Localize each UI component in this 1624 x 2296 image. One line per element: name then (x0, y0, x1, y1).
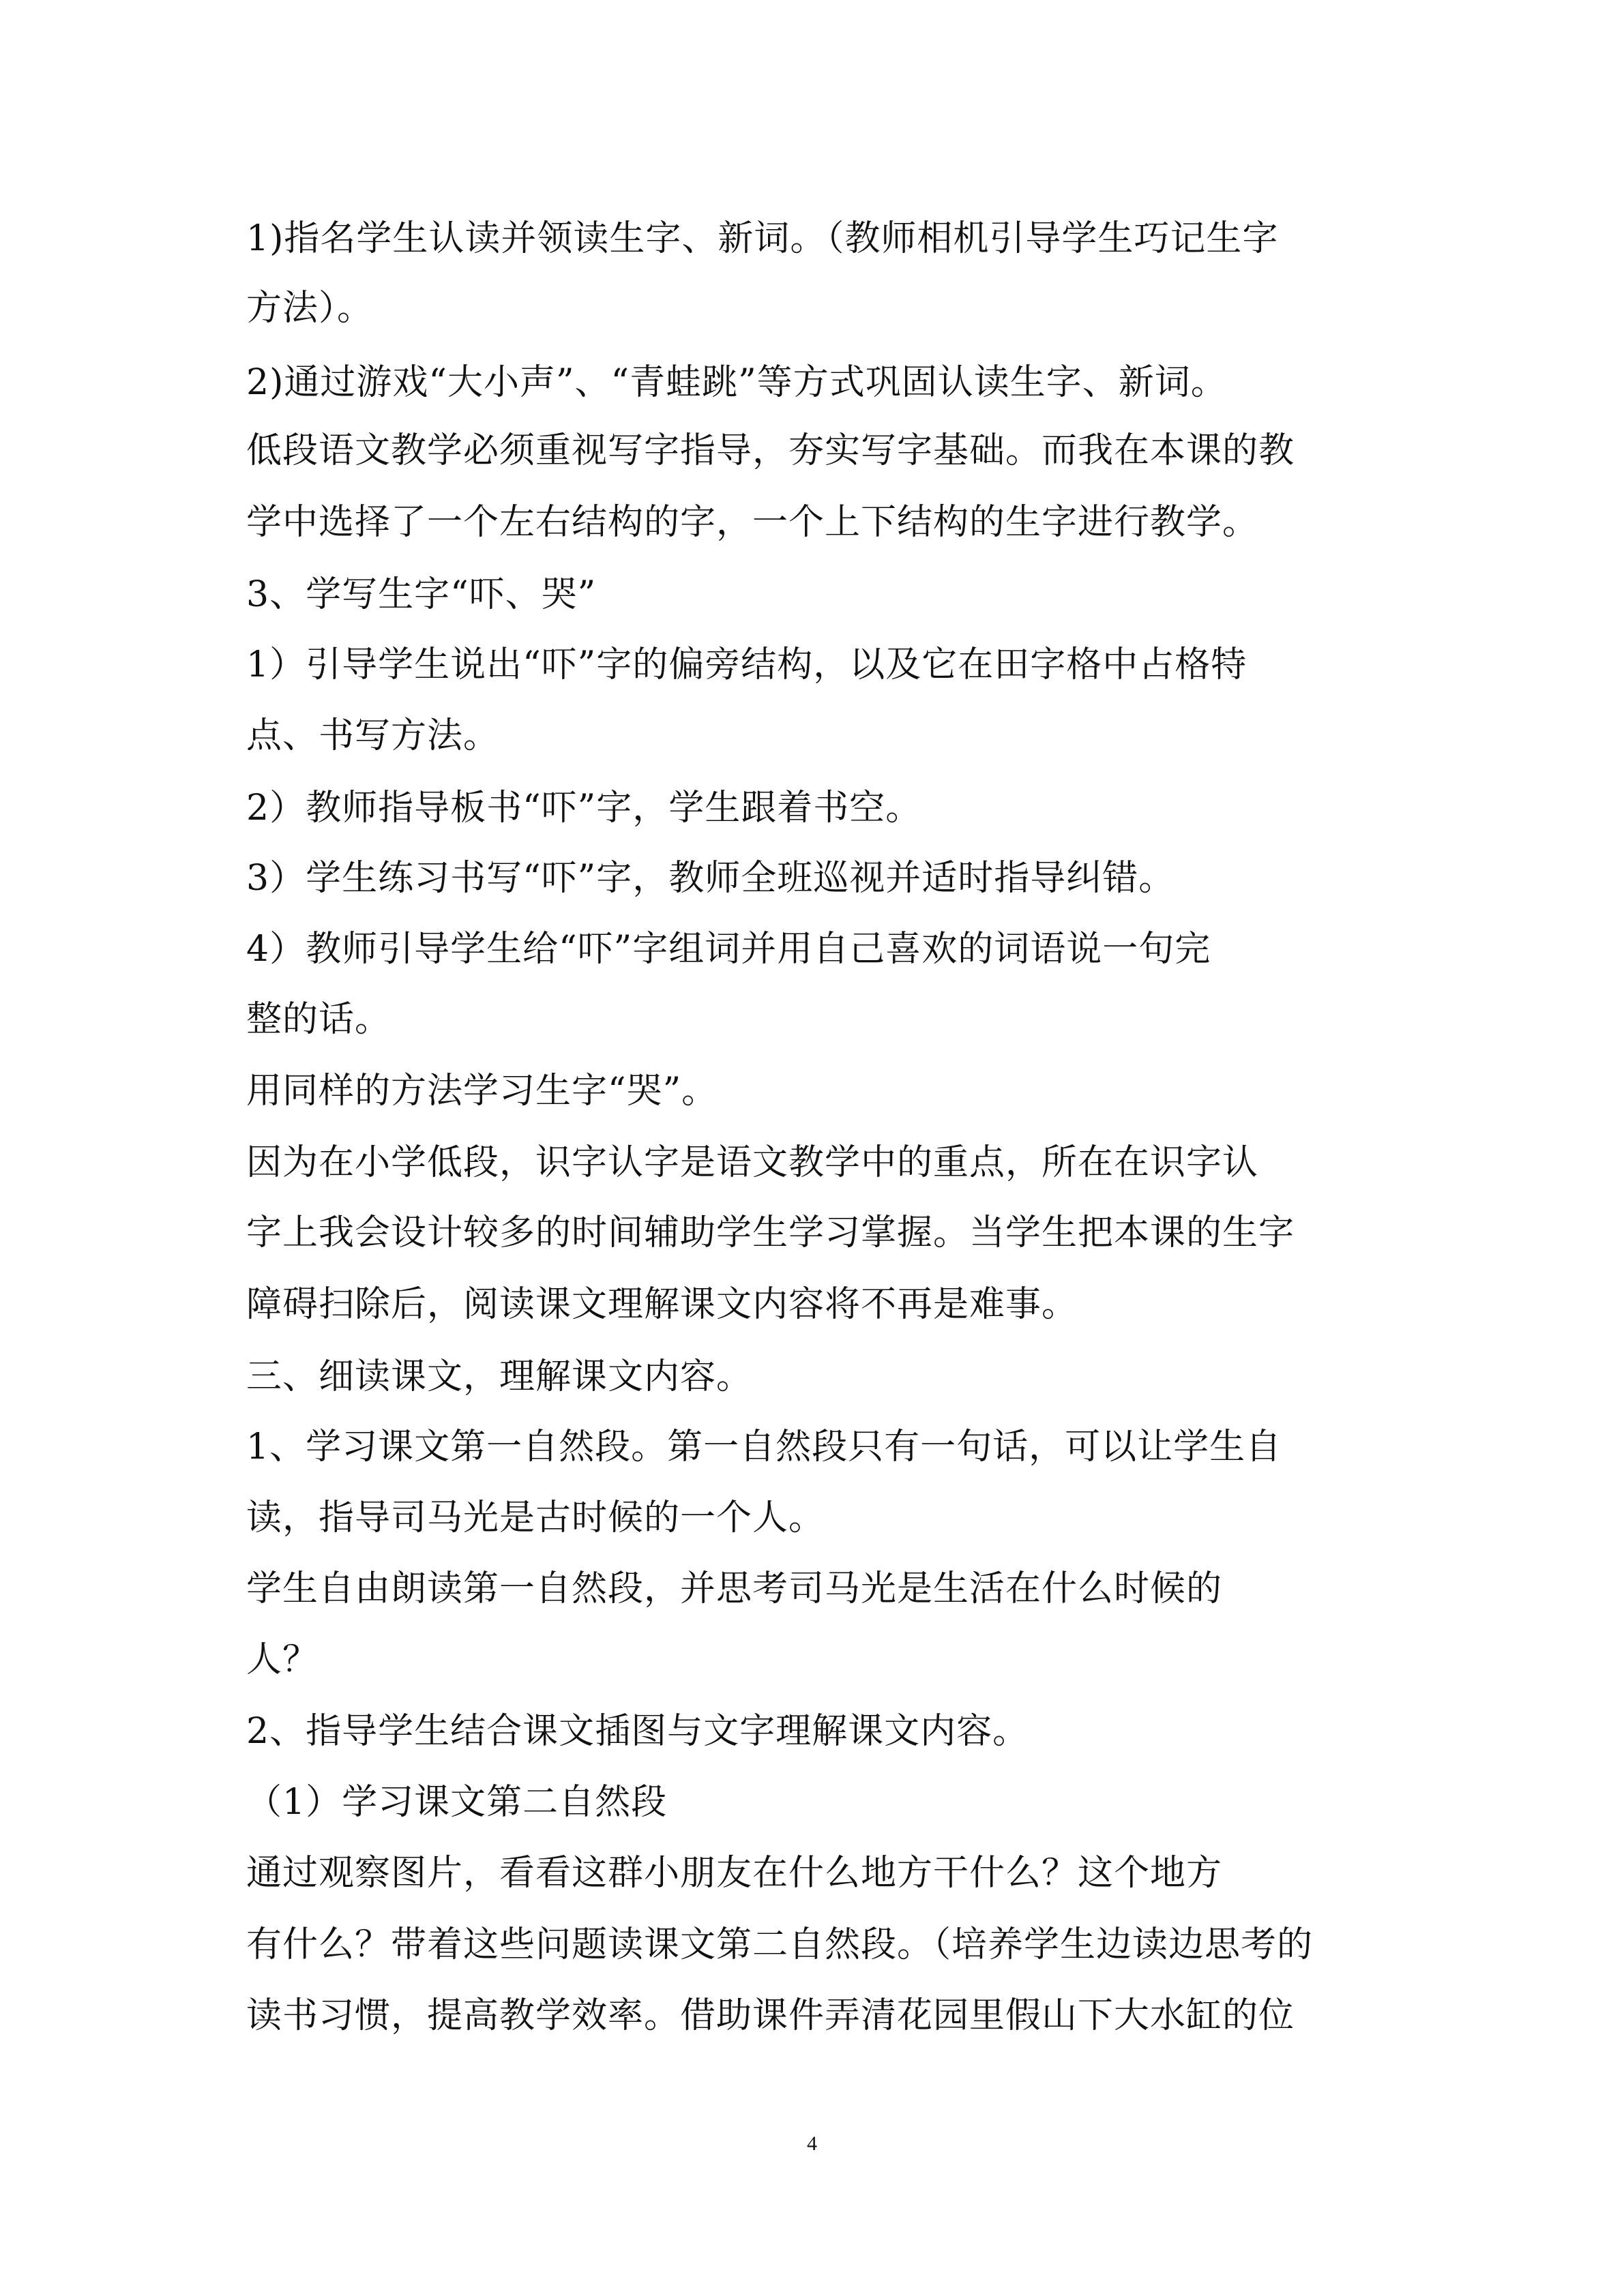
text-line: 人？ (246, 1639, 319, 1680)
text-line: 障碍扫除后，阅读课文理解课文内容将不再是难事。 (246, 1284, 1078, 1325)
text-line: 1）引导学生说出“吓”字的偏旁结构，以及它在田字格中占格特 (246, 644, 1247, 685)
section-heading: 三、细读课文，理解课文内容。 (246, 1356, 753, 1397)
text-line: 通过观察图片，看看这群小朋友在什么地方干什么？这个地方 (246, 1853, 1223, 1894)
page-number: 4 (807, 2132, 817, 2155)
text-line: 有什么？带着这些问题读课文第二自然段。（培养学生边读边思考的 (246, 1924, 1314, 1965)
text-line: 2)通过游戏“大小声”、“青蛙跳”等方式巩固认读生字、新词。 (246, 362, 1227, 403)
text-line: 读书习惯，提高教学效率。借助课件弄清花园里假山下大水缸的位 (246, 1995, 1295, 2036)
text-line: 学生自由朗读第一自然段，并思考司马光是生活在什么时候的 (246, 1568, 1223, 1609)
text-line: 读，指导司马光是古时候的一个人。 (246, 1497, 825, 1538)
text-line: 学中选择了一个左右结构的字，一个上下结构的生字进行教学。 (246, 502, 1259, 543)
text-line: 1、学习课文第一自然段。第一自然段只有一句话，可以让学生自 (246, 1427, 1282, 1467)
text-line: 字上我会设计较多的时间辅助学生学习掌握。当学生把本课的生字 (246, 1212, 1295, 1253)
text-line: 4）教师引导学生给“吓”字组词并用自己喜欢的词语说一句完 (246, 929, 1211, 970)
text-line: 整的话。 (246, 999, 392, 1040)
text-line: 方法）。 (246, 288, 374, 329)
text-line: 1)指名学生认读并领读生字、新词。（教师相机引导学生巧记生字 (246, 218, 1279, 259)
text-line: （1）学习课文第二自然段 (246, 1782, 668, 1823)
text-line: 点、书写方法。 (246, 715, 500, 756)
text-line: 低段语文教学必须重视写字指导，夯实写字基础。而我在本课的教 (246, 430, 1295, 471)
section-heading: 3、学写生字“吓、哭” (246, 574, 597, 615)
text-line: 用同样的方法学习生字“哭”。 (246, 1071, 718, 1112)
text-line: 2、指导学生结合课文插图与文字理解课文内容。 (246, 1711, 1029, 1752)
text-line: 3）学生练习书写“吓”字，教师全班巡视并适时指导纠错。 (246, 858, 1175, 899)
text-line: 2）教师指导板书“吓”字，学生跟着书空。 (246, 788, 922, 829)
text-line: 因为在小学低段，识字认字是语文教学中的重点，所在在识字认 (246, 1142, 1259, 1183)
